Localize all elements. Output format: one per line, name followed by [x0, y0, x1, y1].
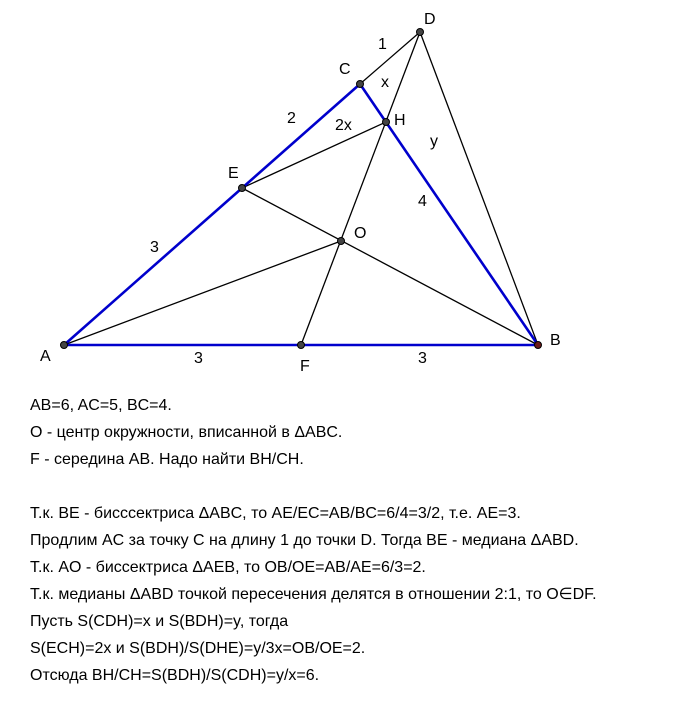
length-ae: 3	[150, 239, 159, 256]
label-b: B	[550, 332, 561, 349]
solution-step-4: Т.к. медианы ΔABD точкой пересечения делятся в отношении 2:1, то O∈DF.	[30, 586, 597, 603]
triangle-abc	[64, 84, 538, 345]
solution-step-2: Продлим AC за точку C на длину 1 до точки D. Тогда BE - медиана ΔABD.	[30, 532, 579, 549]
segment-ao	[64, 241, 341, 345]
spacer	[30, 473, 680, 500]
label-f: F	[300, 358, 310, 375]
solution-step-6: S(ECH)=2x и S(BDH)/S(DHE)=y/3x=OB/OE=2.	[30, 640, 366, 657]
point-d	[417, 29, 424, 36]
point-o	[338, 238, 345, 245]
point-h	[383, 119, 390, 126]
point-c	[357, 81, 364, 88]
point-f	[298, 342, 305, 349]
segment-df	[301, 32, 420, 345]
length-eh: 2x	[335, 117, 352, 134]
length-fb: 3	[418, 350, 427, 367]
length-ch: x	[381, 74, 389, 91]
solution-step-5: Пусть S(CDH)=x и S(BDH)=y, тогда	[30, 613, 289, 630]
point-a	[61, 342, 68, 349]
points	[61, 29, 542, 349]
solution-answer: Отсюда BH/CH=S(BDH)/S(CDH)=y/x=6.	[30, 667, 320, 684]
given-lengths: AB=6, AC=5, BC=4.	[30, 397, 172, 414]
point-b	[535, 342, 542, 349]
label-d: D	[424, 11, 436, 28]
solution-step-1: Т.к. BE - бисссектриса ΔABC, то AE/EC=AB/BC=6/4=3/2, т.е. AE=3.	[30, 505, 521, 522]
point-e	[239, 185, 246, 192]
length-hb: 4	[418, 193, 427, 210]
label-a: A	[40, 348, 51, 365]
label-o: O	[354, 225, 367, 242]
length-hd: y	[430, 133, 438, 150]
label-e: E	[228, 165, 239, 182]
solution-step-3: Т.к. AO - биссектриса ΔAEB, то OB/OE=AB/AE=6/3=2.	[30, 559, 426, 576]
length-cd: 1	[378, 36, 387, 53]
label-h: H	[394, 112, 406, 129]
solution-text	[30, 392, 680, 689]
label-c: C	[339, 61, 351, 78]
segment-eb	[242, 188, 538, 345]
length-ec: 2	[287, 110, 296, 127]
construction-lines	[64, 32, 538, 345]
length-af: 3	[194, 350, 203, 367]
incenter-statement: O - центр окружности, вписанной в ΔABC.	[30, 424, 343, 441]
segment-cd	[360, 32, 420, 84]
segment-db	[420, 32, 538, 345]
task-statement: F - середина AB. Надо найти BH/CH.	[30, 451, 304, 468]
